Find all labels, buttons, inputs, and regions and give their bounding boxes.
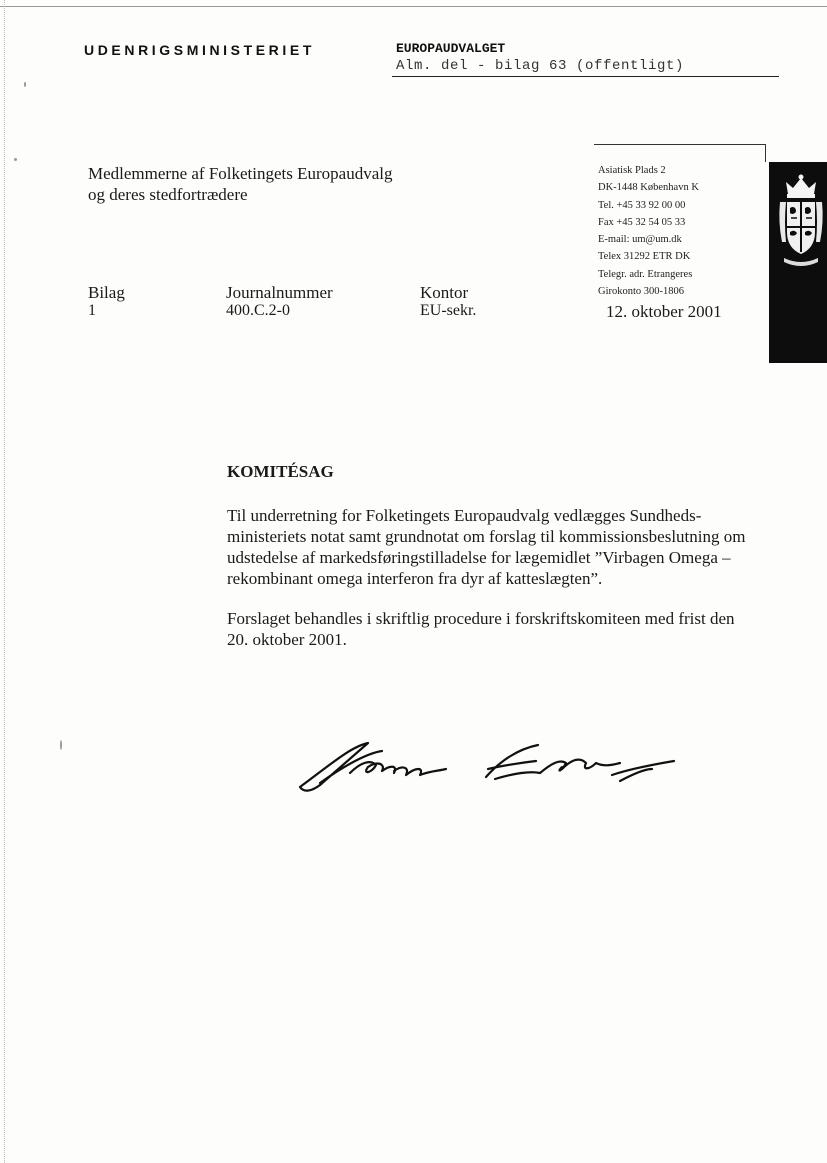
- top-scan-rule: [0, 6, 827, 7]
- address-line: DK-1448 København K: [598, 182, 699, 194]
- bilag-value: 1: [88, 302, 96, 319]
- office-value: EU-sekr.: [420, 302, 477, 319]
- body-line: Til underretning for Folketingets Europaudvalg vedlægges Sundheds-: [227, 506, 702, 525]
- journal-value: 400.C.2-0: [226, 302, 290, 319]
- address-line: Fax +45 32 54 05 33: [598, 216, 686, 228]
- body-line: udstedelse af markedsføringstilladelse for lægemidlet ”Virbagen Omega –: [227, 548, 731, 567]
- committee-stamp: EUROPAUDVALGET: [396, 41, 506, 56]
- body-line: 20. oktober 2001.: [227, 630, 347, 649]
- bilag-label: Bilag: [88, 283, 125, 302]
- body-line: Forslaget behandles i skriftlig procedure i forskriftskomiteen med frist den: [227, 609, 735, 628]
- address-line: E-mail: um@um.dk: [598, 234, 682, 246]
- recipient-block: [88, 163, 393, 205]
- subject-heading: KOMITÉSAG: [227, 462, 334, 481]
- recipient-line: Medlemmerne af Folketingets Europaudvalg: [88, 164, 393, 183]
- address-line: Tel. +45 33 92 00 00: [598, 199, 686, 211]
- letter-date: 12. oktober 2001: [606, 302, 722, 321]
- address-line: Girokonto 300-1806: [598, 286, 685, 298]
- office-label: Kontor: [420, 283, 469, 302]
- ministry-address: [598, 162, 699, 300]
- address-rule-tick: [765, 144, 766, 162]
- body-paragraph-2: [227, 608, 772, 650]
- left-scan-margin: [4, 0, 5, 1163]
- handwritten-signature: [290, 735, 690, 805]
- annex-stamp: Alm. del - bilag 63 (offentligt): [396, 58, 685, 74]
- body-paragraph-1: [227, 505, 772, 589]
- royal-crest-icon: [778, 172, 824, 284]
- scan-speck: [24, 82, 26, 87]
- ministry-letterhead: UDENRIGSMINISTERIET: [84, 42, 315, 58]
- body-line: rekombinant omega interferon fra dyr af katteslægten”.: [227, 569, 603, 588]
- annex-underline: [392, 76, 779, 77]
- address-line: Telex 31292 ETR DK: [598, 251, 691, 263]
- recipient-line: og deres stedfortrædere: [88, 185, 248, 204]
- scan-speck: [14, 158, 17, 161]
- body-line: ministeriets notat samt grundnotat om forslag til kommissionsbeslutning om: [227, 527, 746, 546]
- address-line: Asiatisk Plads 2: [598, 165, 666, 176]
- address-line: Telegr. adr. Etrangeres: [598, 268, 693, 280]
- scan-speck: [60, 740, 62, 750]
- journal-label: Journalnummer: [226, 283, 333, 302]
- address-rule: [594, 144, 766, 145]
